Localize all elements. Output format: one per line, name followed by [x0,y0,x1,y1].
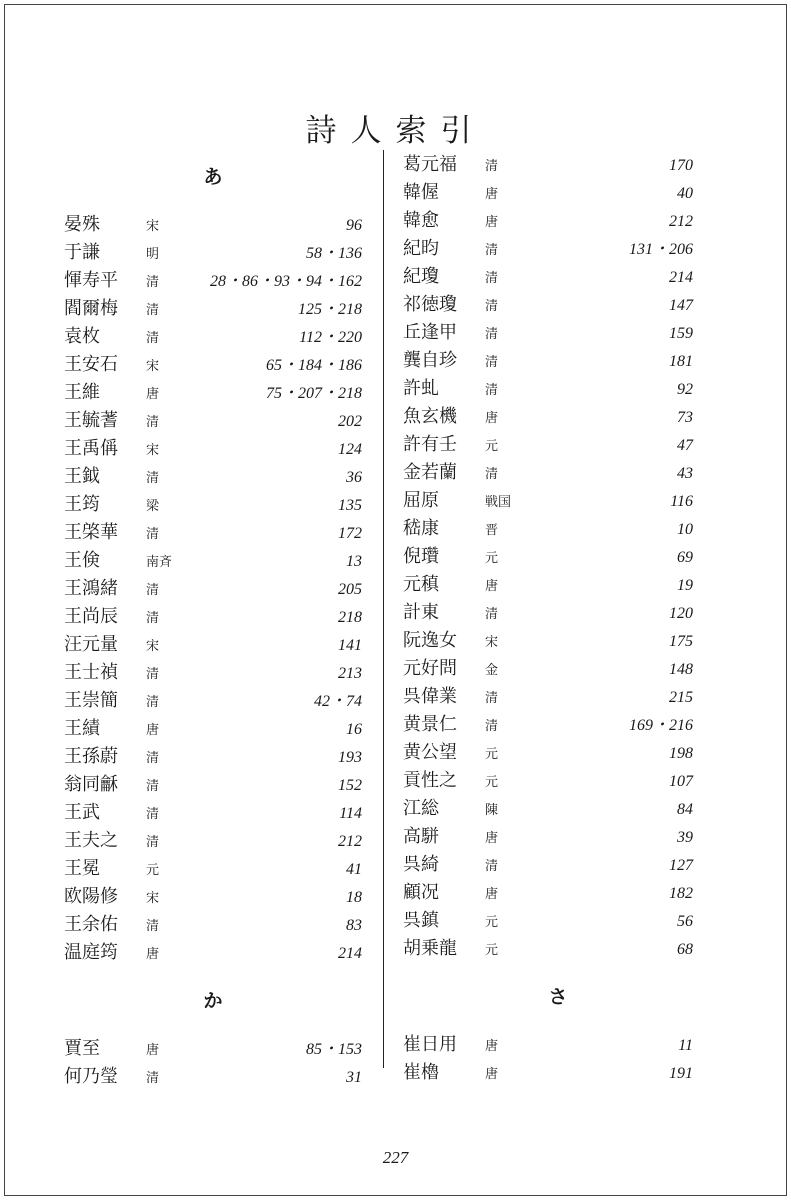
page-references: 112・220 [299,329,362,346]
page-references: 147 [669,297,693,314]
page-references: 36 [346,469,362,486]
poet-name: 魚玄機 [403,406,457,427]
dynasty-label: 唐 [485,579,499,594]
dynasty-label: 清 [146,527,160,542]
page-references: 214 [338,945,362,962]
poet-name: 袁枚 [64,326,100,347]
index-entry [64,770,362,798]
dynasty-label: 晋 [485,523,499,538]
poet-name: 葛元福 [403,154,457,175]
poet-name: 阮逸女 [403,630,457,651]
poet-name: 元好問 [403,658,457,679]
page-references: 40 [677,185,693,202]
page-references: 218 [338,609,362,626]
dynasty-label: 元 [485,747,499,762]
poet-name: 呉偉業 [403,686,457,707]
dynasty-label: 宋 [146,359,160,374]
index-entry [64,1034,362,1062]
index-entry [64,518,362,546]
index-entry [64,210,362,238]
poet-name: 王棨華 [64,522,118,543]
dynasty-label: 清 [146,751,160,766]
index-entry [64,378,362,406]
dynasty-label: 清 [146,303,160,318]
page-references: 73 [677,409,693,426]
dynasty-label: 金 [485,663,499,678]
dynasty-label: 清 [146,471,160,486]
dynasty-label: 南斉 [146,555,173,570]
dynasty-label: 唐 [485,411,499,426]
page-references: 85・153 [305,1041,362,1058]
index-entry [403,682,693,710]
poet-name: 丘逢甲 [403,322,457,343]
dynasty-label: 唐 [485,1039,499,1054]
poet-name: 嵇康 [403,518,439,539]
poet-name: 王倹 [64,550,100,571]
index-entry [64,798,362,826]
index-entry [64,854,362,882]
page-references: 202 [338,413,362,430]
page-references: 212 [669,213,693,230]
section-heading-a: あ [203,166,223,188]
index-entry [403,150,693,178]
dynasty-label: 明 [146,247,160,262]
poet-name: 紀瓊 [403,266,439,287]
poet-name: 紀昀 [403,238,439,259]
dynasty-label: 清 [146,695,160,710]
index-entry [403,934,693,962]
poet-name: 崔櫓 [403,1062,439,1083]
page-references: 116 [670,493,693,510]
page-references: 205 [338,581,362,598]
dynasty-label: 唐 [485,215,499,230]
index-entry [403,766,693,794]
page-references: 92 [677,381,693,398]
index-entry [403,234,693,262]
section-ka-continued-entries [403,150,693,962]
page-references: 148 [669,661,693,678]
page-references: 191 [669,1065,693,1082]
index-entry [64,434,362,462]
index-entry [403,710,693,738]
dynasty-label: 元 [485,943,499,958]
dynasty-label: 清 [485,159,499,174]
page-references: 28・86・93・94・162 [209,273,362,290]
page-references: 172 [338,525,362,542]
page-references: 16 [346,721,362,738]
page-references: 10 [677,521,693,538]
page-references: 39 [677,829,693,846]
page-references: 65・184・186 [265,357,362,374]
index-entry [64,350,362,378]
page-references: 198 [669,745,693,762]
index-entry [64,1062,362,1090]
poet-name: 黄公望 [403,742,457,763]
dynasty-label: 清 [146,275,160,290]
section-heading-ka: か [203,990,223,1012]
poet-name: 何乃瑩 [64,1066,118,1087]
dynasty-label: 梁 [146,499,160,514]
index-entry [403,374,693,402]
poet-name: 呉鎮 [403,910,439,931]
dynasty-label: 元 [485,915,499,930]
page-references: 127 [669,857,693,874]
index-entry [403,1058,693,1086]
index-entry [64,630,362,658]
dynasty-label: 清 [146,667,160,682]
index-entry [403,318,693,346]
dynasty-label: 唐 [146,1043,160,1058]
index-entry [64,742,362,770]
poet-name: 王士禎 [64,662,118,683]
poet-name: 龔自珍 [403,350,457,371]
page-number: 227 [382,1148,409,1167]
index-entry [403,850,693,878]
dynasty-label: 清 [485,243,499,258]
poet-name: 于謙 [64,242,100,263]
index-entry [64,686,362,714]
dynasty-label: 清 [485,467,499,482]
index-entry [403,878,693,906]
page-title: 詩人索引 [305,112,486,149]
poet-name: 計東 [403,602,439,623]
index-entry [64,574,362,602]
dynasty-label: 清 [146,583,160,598]
section-a-entries [64,210,362,966]
dynasty-label: 宋 [485,635,499,650]
page-references: 169・216 [628,717,693,734]
index-entry [64,938,362,966]
poet-name: 屈原 [403,490,439,511]
poet-name: 王安石 [64,354,118,375]
dynasty-label: 清 [485,607,499,622]
index-entry [403,626,693,654]
dynasty-label: 清 [485,271,499,286]
dynasty-label: 宋 [146,443,160,458]
poet-name: 王崇簡 [64,690,118,711]
page-references: 19 [677,577,693,594]
dynasty-label: 清 [485,383,499,398]
poet-name: 王武 [64,802,100,823]
poet-name: 王績 [64,718,100,739]
index-entry [64,322,362,350]
page-references: 58・136 [305,245,362,262]
index-entry [403,402,693,430]
page-references: 213 [338,665,362,682]
page-references: 68 [677,941,693,958]
index-entry [403,598,693,626]
index-entry [403,794,693,822]
index-column-left [64,150,362,1090]
index-entry [64,406,362,434]
page-references: 120 [669,605,693,622]
poet-name: 高駢 [403,826,439,847]
index-entry [64,294,362,322]
dynasty-label: 宋 [146,219,160,234]
page-references: 141 [338,637,362,654]
index-entry [403,430,693,458]
poet-name: 閻爾梅 [64,298,118,319]
index-entry [403,458,693,486]
dynasty-label: 清 [485,859,499,874]
dynasty-label: 清 [146,779,160,794]
index-entry [64,882,362,910]
dynasty-label: 清 [485,327,499,342]
page-references: 47 [677,437,693,454]
dynasty-label: 元 [485,775,499,790]
index-entry [403,906,693,934]
poet-name: 王維 [64,382,100,403]
dynasty-label: 清 [485,299,499,314]
poet-name: 惲寿平 [64,270,118,291]
dynasty-label: 宋 [146,639,160,654]
poet-name: 江総 [403,798,439,819]
dynasty-label: 元 [146,863,160,878]
poet-name: 韓偓 [403,182,439,203]
poet-name: 王孫蔚 [64,746,118,767]
poet-name: 王余佑 [64,914,118,935]
index-entry [403,822,693,850]
poet-name: 祁徳瓊 [403,294,457,315]
page-references: 84 [677,801,693,818]
poet-name: 韓愈 [403,210,439,231]
dynasty-label: 清 [146,807,160,822]
page-references: 214 [669,269,693,286]
poet-name: 胡乗龍 [403,938,457,959]
poet-name: 王毓蓍 [64,410,118,431]
index-entry [64,826,362,854]
dynasty-label: 唐 [485,887,499,902]
index-entry [403,514,693,542]
poet-name: 元稹 [403,574,439,595]
index-entry [403,206,693,234]
page-references: 69 [677,549,693,566]
index-entry [64,714,362,742]
page-references: 75・207・218 [265,385,362,402]
dynasty-label: 陳 [485,803,499,818]
column-divider [383,150,384,1068]
poet-name: 王筠 [64,494,100,515]
index-entry [403,1030,693,1058]
page-references: 181 [669,353,693,370]
page-references: 43 [677,465,693,482]
page-references: 83 [346,917,362,934]
dynasty-label: 唐 [485,1067,499,1082]
index-entry [403,542,693,570]
dynasty-label: 元 [485,551,499,566]
page-references: 42・74 [313,693,362,710]
index-entry [64,490,362,518]
page-references: 107 [669,773,693,790]
index-entry [403,290,693,318]
poet-name: 金若蘭 [403,462,457,483]
page-references: 41 [346,861,362,878]
page-references: 114 [339,805,362,822]
poet-name: 王尚辰 [64,606,118,627]
dynasty-label: 元 [485,439,499,454]
index-entry [403,346,693,374]
poet-name: 許有壬 [403,434,457,455]
index-entry [64,266,362,294]
dynasty-label: 清 [485,355,499,370]
page-references: 212 [338,833,362,850]
page-references: 131・206 [628,241,693,258]
page-references: 170 [669,157,693,174]
page-references: 96 [346,217,362,234]
index-entry [64,602,362,630]
dynasty-label: 清 [146,415,160,430]
dynasty-label: 戦国 [485,495,512,510]
page-references: 11 [678,1037,693,1054]
dynasty-label: 清 [146,1071,160,1086]
index-entry [403,262,693,290]
poet-name: 温庭筠 [64,942,118,963]
poet-name: 翁同龢 [64,774,118,795]
poet-name: 倪瓚 [403,546,439,567]
poet-name: 王禹偁 [64,438,118,459]
dynasty-label: 唐 [146,723,160,738]
dynasty-label: 唐 [485,831,499,846]
dynasty-label: 清 [146,919,160,934]
poet-name: 汪元量 [64,634,118,655]
index-entry [64,238,362,266]
dynasty-label: 清 [485,719,499,734]
index-entry [64,462,362,490]
index-column-right [403,150,693,1086]
poet-name: 黄景仁 [403,714,457,735]
page-references: 182 [669,885,693,902]
page-references: 124 [338,441,362,458]
page-references: 135 [338,497,362,514]
dynasty-label: 唐 [146,947,160,962]
poet-name: 晏殊 [64,214,100,235]
section-ka-entries [64,1034,362,1090]
dynasty-label: 清 [146,835,160,850]
page-references: 56 [677,913,693,930]
section-sa-entries [403,1030,693,1086]
page-references: 125・218 [297,301,362,318]
section-heading-sa: さ [548,986,568,1008]
page-references: 193 [338,749,362,766]
index-entry [64,658,362,686]
poet-name: 王夫之 [64,830,118,851]
page-references: 13 [346,553,362,570]
poet-name: 賈至 [64,1038,100,1059]
page-references: 152 [338,777,362,794]
index-entry [403,178,693,206]
page-references: 215 [669,689,693,706]
index-entry [403,738,693,766]
dynasty-label: 唐 [146,387,160,402]
poet-name: 王鉞 [64,466,100,487]
page-references: 175 [669,633,693,650]
poet-name: 欧陽修 [64,886,118,907]
dynasty-label: 唐 [485,187,499,202]
index-entry [403,654,693,682]
dynasty-label: 清 [146,611,160,626]
index-entry [64,546,362,574]
index-entry [64,910,362,938]
poet-name: 許虬 [403,378,439,399]
poet-name: 崔日用 [403,1034,457,1055]
dynasty-label: 清 [146,331,160,346]
poet-name: 顧况 [403,882,439,903]
index-entry [403,486,693,514]
index-entry [403,570,693,598]
poet-name: 王鴻緒 [64,578,118,599]
page-references: 31 [346,1069,362,1086]
poet-name: 呉綺 [403,854,439,875]
page-references: 18 [346,889,362,906]
poet-name: 王冕 [64,858,100,879]
poet-name: 貢性之 [403,770,457,791]
dynasty-label: 清 [485,691,499,706]
dynasty-label: 宋 [146,891,160,906]
page-references: 159 [669,325,693,342]
